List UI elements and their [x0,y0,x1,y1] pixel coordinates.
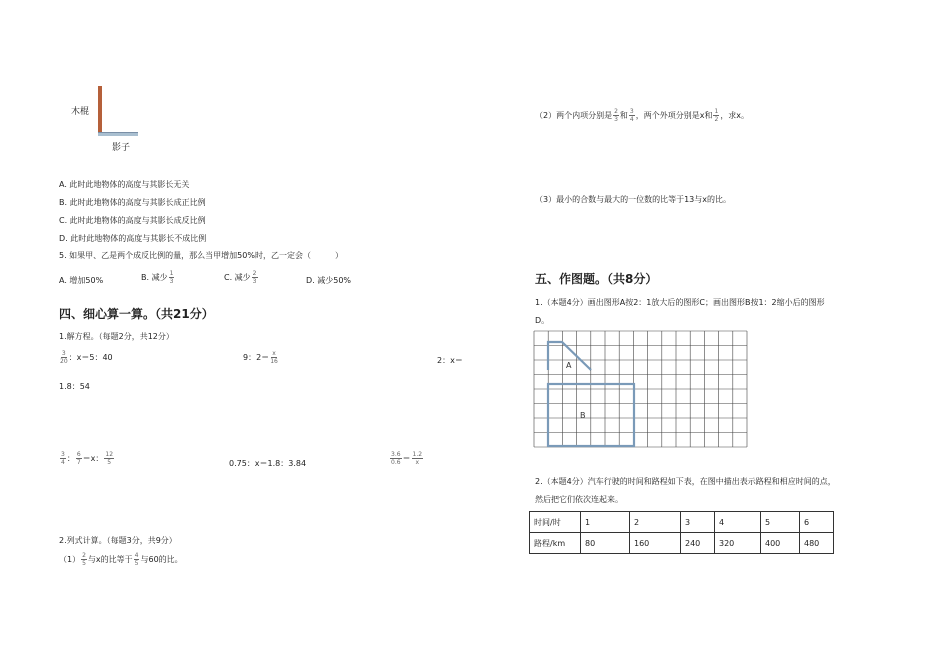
table-cell: 1 [581,512,630,533]
equation-6: $\frac{3.6}{0.6}$ ＝ $\frac{1.2}{x}$ [391,451,423,466]
option-b: B. 此时此地物体的高度与其影长成正比例 [59,198,206,207]
option-c: C. 此时此地物体的高度与其影长成反比例 [59,216,206,225]
table-row [530,533,834,554]
table-cell: 80 [581,533,630,554]
option-a: A. 此时此地物体的高度与其影长无关 [59,180,190,189]
table-cell: 480 [800,533,834,554]
table-cell: 5 [761,512,800,533]
problem-1: （1） $\frac{2}{5}$ 与x的比等于 $\frac{4}{5}$ 与60的比。 [59,552,183,567]
sub2-title: 2.列式计算。（每题3分，共9分） [59,536,177,545]
q5-stem: 5. 如果甲、乙是两个成反比例的量，那么当甲增加50%时，乙一定会（ ） [59,251,343,260]
shape-a-label: A [566,361,572,370]
equation-1: $\frac{3}{20}$ ：x＝5：40 [60,350,113,365]
q5-option-b: B. 减少 $\frac{1}{3}$ [141,270,174,285]
table-cell: 时间/时 [530,512,581,533]
q5-option-a: A. 增加50% [59,276,104,285]
option-d: D. 此时此地物体的高度与其影长不成比例 [59,234,207,243]
equation-2: 9：2＝ $\frac{x}{16}$ [243,350,278,365]
table-row [530,512,834,533]
table-cell: 320 [715,533,761,554]
sub1-title: 1.解方程。（每题2分，共12分） [59,332,174,341]
problem-3: （3）最小的合数与最大的一位数的比等于13与x的比。 [535,195,732,204]
q5-option-d: D. 减少50% [306,276,352,285]
stick-label: 木棍 [71,107,90,117]
table-cell: 4 [715,512,761,533]
drawing-q1-line2: D。 [535,316,550,325]
time-distance-table [529,511,834,554]
shape-b-label: B [580,411,586,420]
drawing-q2-line2: 然后把它们依次连起来。 [535,495,623,504]
q5-option-c: C. 减少 $\frac{2}{3}$ [224,270,257,285]
table-cell: 160 [630,533,681,554]
stick-figure [98,86,102,134]
equation-5: 0.75：x＝1.8：3.84 [229,459,307,468]
table-cell: 3 [681,512,715,533]
problem-2: （2）两个内项分别是 $\frac{2}{3}$ 和 $\frac{3}{4}$ ，两个外项分别是x和 $\frac{1}{2}$ ，求x。 [535,108,750,123]
drawing-grid [533,330,748,450]
shadow-label: 影子 [112,143,131,153]
equation-4: $\frac{3}{4}$ ： $\frac{6}{7}$ ＝x： $\frac{12}{5}$ [61,451,114,466]
table-cell: 240 [681,533,715,554]
shadow-figure [98,132,138,136]
drawing-q2-line1: 2.（本题4分）汽车行驶的时间和路程如下表，在图中描出表示路程和相应时间的点， [535,477,836,486]
table-cell: 2 [630,512,681,533]
drawing-q1-line1: 1.（本题4分）画出图形A按2：1放大后的图形C；画出图形B按1：2缩小后的图形 [535,298,825,307]
equation-3: 2：x＝ [437,356,463,365]
section4-title: 四、细心算一算。（共21分） [59,307,214,321]
table-cell: 路程/km [530,533,581,554]
table-cell: 400 [761,533,800,554]
section5-title: 五、作图题。（共8分） [535,272,658,286]
equation-3-continued: 1.8：54 [59,382,90,391]
table-cell: 6 [800,512,834,533]
